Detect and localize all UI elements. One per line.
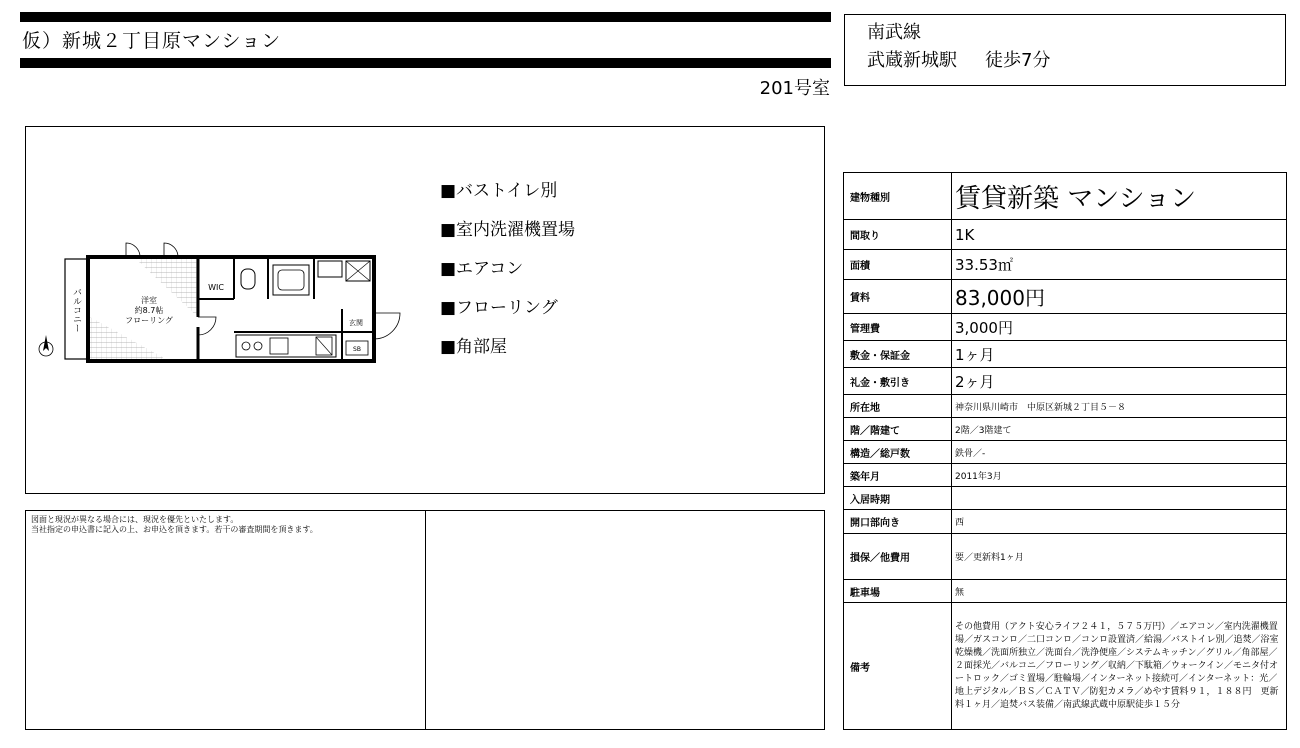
spec-value: その他費用（アクト安心ライフ２４１，５７５万円）／エアコン／室内洗濯機置場／ガスコンロ／二口コンロ／コンロ設置済／給湯／バストイレ別／追焚／浴室乾燥機／洗面所独立／洗面台／洗浄便座／システムキッチン／グリル／角部屋／２面採光／バルコニ／フローリング／収納／下駄箱／ウォークイン／モニタ付オートロック／ゴミ置場／駐輪場／インターネット接続可／インターネット：光／地上デジタル／ＢＳ／ＣＡＴＶ／防犯カメラ／めやす賃料９１，１８８円 更新料１ヶ月／追焚バス装備／南武線武蔵中原駅徒歩１５分	[952, 603, 1287, 730]
spec-value: 賃貸新築 マンション	[952, 173, 1287, 220]
balcony-door-1	[126, 243, 140, 257]
spec-table	[843, 172, 1287, 730]
spec-label: 損保／他費用	[844, 534, 952, 580]
spec-value: 1ヶ月	[952, 341, 1287, 368]
table-row	[844, 280, 1287, 314]
property-title: 仮）新城２丁目原マンション	[22, 30, 282, 52]
compass-icon	[39, 335, 53, 356]
notes-divider	[425, 511, 426, 729]
spec-value: 西	[952, 510, 1287, 534]
spec-label: 敷金・保証金	[844, 341, 952, 368]
spec-value: 1K	[952, 220, 1287, 250]
balcony-label: バルコニー	[71, 287, 81, 333]
entrance-label: 玄関	[349, 319, 363, 327]
sb-label: SB	[353, 346, 361, 353]
note-line: 当社指定の申込書に記入の上、お申込を頂きます。若干の審査期間を頂きます。	[31, 525, 318, 534]
station-access	[867, 47, 1285, 75]
spec-label: 階／階建て	[844, 418, 952, 441]
feature-item: ■室内洗濯機置場	[440, 220, 576, 240]
table-row	[844, 487, 1287, 510]
floorplan-panel	[25, 126, 825, 494]
spec-label: 管理費	[844, 314, 952, 341]
table-row	[844, 341, 1287, 368]
feature-item: ■バストイレ別	[440, 181, 558, 201]
spec-value: 83,000円	[952, 280, 1287, 314]
spec-label: 所在地	[844, 395, 952, 418]
station-box	[844, 14, 1286, 86]
spec-value: 神奈川県川崎市 中原区新城２丁目５－８	[952, 395, 1287, 418]
toilet-fixture	[241, 269, 255, 289]
train-line: 南武線	[867, 22, 921, 43]
table-row	[844, 250, 1287, 280]
spec-value: 33.53㎡	[952, 250, 1287, 280]
spec-label: 開口部向き	[844, 510, 952, 534]
spec-label: 備考	[844, 603, 952, 730]
feature-list	[440, 177, 575, 372]
spec-value: 2ヶ月	[952, 368, 1287, 395]
title-bar-bottom	[20, 58, 831, 68]
table-row	[844, 580, 1287, 603]
title-bar-top	[20, 12, 831, 22]
balcony-door-2	[164, 243, 178, 257]
spec-label: 入居時期	[844, 487, 952, 510]
notes-panel	[25, 510, 825, 730]
room-door	[198, 317, 216, 335]
spec-value: 3,000円	[952, 314, 1287, 341]
table-row	[844, 441, 1287, 464]
room-flooring: フローリング	[125, 316, 173, 325]
feature-item: ■角部屋	[440, 337, 508, 357]
spec-label: 間取り	[844, 220, 952, 250]
walk-time: 徒歩7分	[985, 50, 1051, 71]
room-label: 洋室	[141, 296, 157, 305]
spec-label: 礼金・敷引き	[844, 368, 952, 395]
note-line: 図面と現況が異なる場合には、現況を優先といたします。	[31, 515, 239, 524]
spec-label: 面積	[844, 250, 952, 280]
table-row	[844, 368, 1287, 395]
table-row	[844, 603, 1287, 730]
table-row	[844, 418, 1287, 441]
table-row	[844, 534, 1287, 580]
feature-item: ■エアコン	[440, 259, 524, 279]
wic-label: WIC	[208, 283, 224, 292]
room-number: 201号室	[759, 78, 830, 99]
washbasin	[318, 261, 342, 277]
floorplan-drawing	[26, 127, 824, 493]
spec-value: 要／更新料1ヶ月	[952, 534, 1287, 580]
table-row	[844, 220, 1287, 250]
spec-value: 2階／3階建て	[952, 418, 1287, 441]
table-row	[844, 173, 1287, 220]
table-row	[844, 510, 1287, 534]
table-row	[844, 314, 1287, 341]
spec-label: 建物種別	[844, 173, 952, 220]
table-row	[844, 395, 1287, 418]
room-size: 約8.7帖	[134, 306, 164, 315]
spec-value: 無	[952, 580, 1287, 603]
table-row	[844, 464, 1287, 487]
feature-item: ■フローリング	[440, 298, 558, 318]
spec-value	[952, 487, 1287, 510]
spec-label: 構造／総戸数	[844, 441, 952, 464]
door-swing	[374, 313, 400, 339]
spec-value: 2011年3月	[952, 464, 1287, 487]
spec-value: 鉄骨／-	[952, 441, 1287, 464]
spec-label: 駐車場	[844, 580, 952, 603]
spec-label: 賃料	[844, 280, 952, 314]
spec-label: 築年月	[844, 464, 952, 487]
notes-text	[31, 515, 318, 535]
station-name: 武蔵新城駅	[867, 50, 957, 71]
